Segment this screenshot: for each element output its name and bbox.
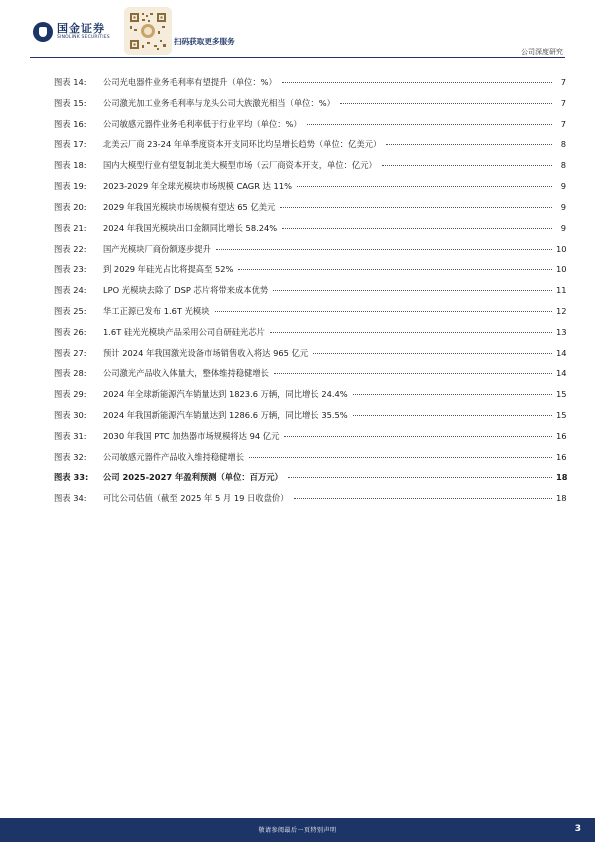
toc-figure-title[interactable]: 公司 2025-2027 年盈利预测（单位：百万元） (103, 472, 283, 483)
toc-figure-number: 图表 26: (54, 326, 87, 337)
toc-row[interactable] (54, 343, 570, 364)
toc-figure-title[interactable]: 公司敏感元器件业务毛利率低于行业平均（单位：%） (103, 118, 302, 129)
logo-name-cn: 国金证券 (57, 22, 105, 36)
toc-dot-leader (273, 290, 552, 291)
toc-dot-leader (216, 249, 552, 250)
toc-figure-number: 图表 31: (54, 430, 87, 441)
toc-figure-number: 图表 29: (54, 389, 87, 400)
toc-figure-number: 图表 17: (54, 139, 87, 150)
toc-page-number[interactable]: 16 (556, 430, 567, 441)
toc-page-number[interactable]: 15 (556, 410, 567, 420)
toc-row[interactable] (54, 426, 570, 447)
toc-page-number[interactable]: 7 (560, 118, 566, 129)
footer-disclaimer: 敬请参阅最后一页特别声明 (258, 827, 337, 834)
toc-figure-title[interactable]: 公司敏感元器件产品收入维持稳健增长 (103, 451, 245, 462)
toc-page-number[interactable]: 10 (556, 243, 567, 254)
toc-figure-number: 图表 33: (54, 472, 89, 483)
toc-figure-number: 图表 22: (54, 243, 87, 254)
toc-row[interactable] (54, 197, 570, 218)
report-type: 公司深度研究 (521, 48, 563, 56)
toc-dot-leader (382, 165, 552, 166)
toc-row[interactable] (54, 72, 570, 93)
toc-figure-title[interactable]: 到 2029 年硅光占比将提高至 52% (103, 264, 234, 275)
page-number: 3 (574, 824, 581, 834)
qr-code-icon[interactable] (124, 7, 172, 55)
figure-list (54, 72, 570, 509)
header-divider (30, 57, 565, 58)
toc-figure-title[interactable]: 1.6T 硅光光模块产品采用公司自研硅光芯片 (103, 326, 265, 337)
page-footer (0, 818, 595, 842)
toc-row[interactable] (54, 114, 570, 135)
toc-page-number[interactable]: 14 (556, 368, 567, 379)
toc-figure-number: 图表 21: (54, 222, 87, 233)
toc-row[interactable] (54, 155, 570, 176)
toc-figure-number: 图表 28: (54, 368, 87, 379)
toc-dot-leader (353, 415, 552, 416)
toc-row[interactable] (54, 301, 570, 322)
toc-dot-leader (294, 498, 552, 499)
toc-figure-number: 图表 19: (54, 181, 87, 192)
toc-page-number[interactable]: 18 (556, 472, 568, 483)
toc-dot-leader (297, 186, 552, 187)
logo-name-en: SINOLINK SECURITIES (57, 35, 110, 41)
toc-figure-title[interactable]: 2024 年我国光模块出口金额同比增长 58.24% (103, 222, 278, 233)
toc-page-number[interactable]: 14 (556, 347, 567, 358)
toc-figure-title[interactable]: 2023-2029 年全球光模块市场规模 CAGR 达 11% (103, 181, 292, 192)
toc-row[interactable] (54, 176, 570, 197)
toc-page-number[interactable]: 8 (560, 139, 566, 150)
toc-dot-leader (215, 311, 552, 312)
toc-row[interactable] (54, 93, 570, 114)
toc-row[interactable] (54, 488, 570, 509)
toc-row[interactable] (54, 322, 570, 343)
toc-figure-title[interactable]: 可比公司估值（截至 2025 年 5 月 19 日收盘价） (103, 493, 289, 504)
toc-page-number[interactable]: 7 (560, 77, 566, 87)
toc-row[interactable] (54, 384, 570, 405)
toc-figure-number: 图表 34: (54, 493, 87, 504)
toc-page-number[interactable]: 10 (556, 264, 567, 275)
toc-figure-number: 图表 16: (54, 118, 87, 129)
toc-row[interactable] (54, 363, 570, 384)
toc-page-number[interactable]: 16 (556, 451, 567, 462)
toc-page-number[interactable]: 18 (556, 493, 567, 504)
toc-row[interactable] (54, 239, 570, 260)
toc-figure-title[interactable]: LPO 光模块去除了 DSP 芯片将带来成本优势 (103, 285, 269, 296)
logo-emblem-icon (33, 22, 53, 42)
toc-figure-number: 图表 32: (54, 451, 87, 462)
toc-figure-number: 图表 23: (54, 264, 87, 275)
toc-row[interactable] (54, 218, 570, 239)
toc-row[interactable] (54, 134, 570, 155)
toc-page-number[interactable]: 9 (560, 222, 566, 233)
toc-dot-leader (386, 144, 552, 145)
toc-dot-leader (282, 228, 552, 229)
toc-page-number[interactable]: 9 (560, 201, 566, 212)
toc-figure-title[interactable]: 公司光电器件业务毛利率有望提升（单位：%） (103, 77, 277, 87)
toc-figure-title[interactable]: 国产光模块厂商份额逐步提升 (103, 243, 211, 254)
toc-dot-leader (307, 124, 552, 125)
toc-dot-leader (249, 457, 552, 458)
qr-label: 扫码获取更多服务 (174, 37, 235, 46)
toc-row[interactable] (54, 405, 570, 426)
toc-figure-number: 图表 20: (54, 201, 87, 212)
toc-figure-title[interactable]: 2029 年我国光模块市场规模有望达 65 亿美元 (103, 201, 276, 212)
toc-row[interactable] (54, 259, 570, 280)
toc-page-number[interactable]: 12 (556, 305, 567, 316)
toc-figure-title[interactable]: 预计 2024 年我国激光设备市场销售收入将达 965 亿元 (103, 347, 309, 358)
toc-row[interactable] (54, 447, 570, 468)
toc-page-number[interactable]: 11 (556, 285, 567, 296)
toc-figure-title[interactable]: 华工正源已发布 1.6T 光模块 (103, 305, 210, 316)
toc-figure-number: 图表 27: (54, 347, 87, 358)
toc-figure-title[interactable]: 2024 年我国新能源汽车销量达到 1286.6 万辆，同比增长 35.5% (103, 410, 348, 420)
toc-figure-number: 图表 15: (54, 97, 87, 108)
toc-figure-number: 图表 24: (54, 285, 87, 296)
toc-page-number[interactable]: 8 (560, 160, 566, 171)
toc-row[interactable] (54, 280, 570, 301)
toc-figure-title[interactable]: 公司激光产品收入体量大，整体维持稳健增长 (103, 368, 269, 379)
company-logo (33, 22, 110, 42)
toc-figure-number: 图表 18: (54, 160, 87, 171)
toc-dot-leader (353, 394, 552, 395)
toc-row[interactable] (54, 467, 570, 488)
toc-figure-title[interactable]: 公司激光加工业务毛利率与龙头公司大族激光相当（单位：%） (103, 97, 335, 108)
toc-page-number[interactable]: 7 (560, 97, 566, 108)
toc-figure-title[interactable]: 国内大模型行业有望复制北美大模型市场（云厂商资本开支，单位：亿元） (103, 160, 377, 171)
toc-page-number[interactable]: 13 (556, 326, 567, 337)
toc-figure-title[interactable]: 北美云厂商 23-24 年单季度资本开支同环比均呈增长趋势（单位：亿美元） (103, 139, 382, 150)
toc-dot-leader (280, 207, 552, 208)
toc-dot-leader (284, 436, 552, 437)
toc-page-number[interactable]: 15 (556, 389, 567, 400)
toc-page-number[interactable]: 9 (560, 181, 566, 192)
toc-figure-title[interactable]: 2024 年全球新能源汽车销量达到 1823.6 万辆，同比增长 24.4% (103, 389, 348, 400)
toc-dot-leader (270, 332, 552, 333)
toc-dot-leader (313, 353, 552, 354)
toc-figure-number: 图表 30: (54, 410, 87, 420)
toc-dot-leader (288, 477, 552, 478)
toc-dot-leader (282, 82, 552, 83)
toc-dot-leader (340, 103, 552, 104)
toc-dot-leader (238, 269, 552, 270)
page-header (0, 0, 595, 60)
toc-figure-number: 图表 14: (54, 77, 87, 87)
toc-dot-leader (274, 373, 552, 374)
toc-figure-title[interactable]: 2030 年我国 PTC 加热器市场规模将达 94 亿元 (103, 430, 280, 441)
toc-figure-number: 图表 25: (54, 305, 87, 316)
